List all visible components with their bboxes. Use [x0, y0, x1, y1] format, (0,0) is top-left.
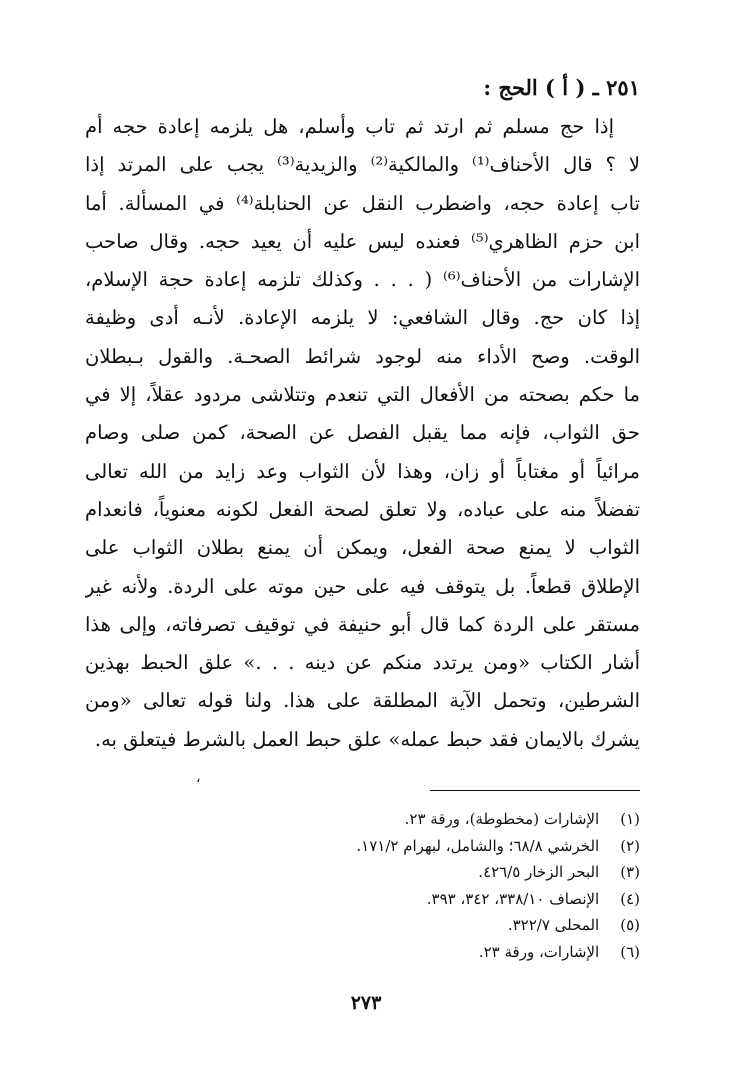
stray-mark: ،: [196, 770, 201, 786]
footnote-text: الإنصاف ٣٣٨/١٠، ٣٤٢، ٣٩٣.: [426, 889, 600, 908]
footnote-number: (٦): [620, 942, 640, 961]
body-line: الشرطين، وتحمل الآية المطلقة على هذا. ولنا قوله تعالى «ومن: [85, 689, 640, 713]
body-line: الوقت. وصح الأداء منه لوجود شرائط الصحـة. والقول بـبطلان: [85, 344, 640, 368]
footnote-item: [85, 806, 640, 833]
footnote-item: [85, 833, 640, 860]
footnote-number: (١): [620, 810, 640, 828]
body-text: [85, 108, 640, 759]
footnote-item: [85, 939, 640, 966]
footnote-number: (٤): [620, 889, 640, 908]
body-line: ابن حزم الظاهري⁽⁵⁾ فعنده ليس عليه أن يعيد حجه. وقال صاحب: [85, 229, 640, 253]
footnote-text: المحلى ٣٢٢/٧.: [507, 916, 600, 934]
body-line: ما حكم بصحته من الأفعال التي تنعدم وتتلاشى مردود عقلاً، إلا في: [85, 383, 640, 407]
page-number: ٢٧٣: [350, 992, 382, 1014]
body-line: إذا حج مسلم ثم ارتد ثم تاب وأسلم، هل يلزمه إعادة حجه أم: [85, 115, 614, 138]
footnotes: [85, 806, 640, 965]
body-line: لا ؟ قال الأحناف⁽¹⁾ والمالكية⁽²⁾ والزيدية⁽³⁾ يجب على المرتد إذا: [85, 153, 640, 177]
body-line: الإطلاق قطعاً. بل يتوقف فيه على حين موته على الردة. ولأنه غير: [85, 574, 640, 598]
body-line: يشرك بالايمان فقد حبط عمله» علق حبط العمل بالشرط فيتعلق به.: [94, 727, 640, 751]
footnote-item: [85, 859, 640, 886]
footnote-text: الإشارات (مخطوطة)، ورقة ٢٣.: [404, 810, 600, 828]
footnote-item: [85, 886, 640, 913]
body-line: مرائياً أو مغتاباً أو زان، وهذا لأن الثواب وعد زايد من الله تعالى: [85, 459, 640, 483]
footnote-separator: [430, 790, 640, 791]
footnote-number: (٣): [620, 863, 640, 881]
footnote-number: (٥): [620, 916, 640, 934]
body-line: الثواب لا يمنع صحة الفعل، ويمكن أن يمنع بطلان الثواب على: [85, 536, 640, 560]
body-line: الإشارات من الأحناف⁽⁶⁾ ( . . . وكذلك تلزمه إعادة حجة الإسلام،: [85, 268, 640, 292]
footnote-text: الإشارات، ورقة ٢٣.: [478, 942, 600, 961]
body-line: أشار الكتاب «ومن يرتدد منكم عن دينه . . .» علق الحبط بهذين: [85, 651, 640, 675]
body-line: إذا كان حج. وقال الشافعي: لا يلزمه الإعادة. لأنـه أدى وظيفة: [85, 306, 640, 330]
body-line: حق الثواب، فإنه مما يقبل الفصل عن الصحة، كمن صلى وصام: [85, 421, 640, 445]
body-line: تاب إعادة حجه، واضطرب النقل عن الحنابلة⁽⁴⁾ في المسألة. أما: [85, 191, 640, 215]
section-heading: ٢٥١ ـ ( أ ) الحج :: [483, 75, 640, 100]
body-line: مستقر على الردة كما قال أبو حنيفة في توقيف تصرفاته، وإلى هذا: [85, 612, 640, 636]
footnote-text: البحر الزخار ٤٢٦/٥.: [478, 863, 600, 881]
footnote-number: (٢): [620, 836, 640, 855]
footnote-text: الخرشي ٦٨/٨؛ والشامل، لبهرام ١٧١/٢.: [356, 836, 600, 855]
body-line: تفضلاً منه على عباده، ولا تعلق لصحة الفعل لكونه معنوياً، فانعدام: [85, 497, 640, 521]
footnote-item: [85, 912, 640, 939]
